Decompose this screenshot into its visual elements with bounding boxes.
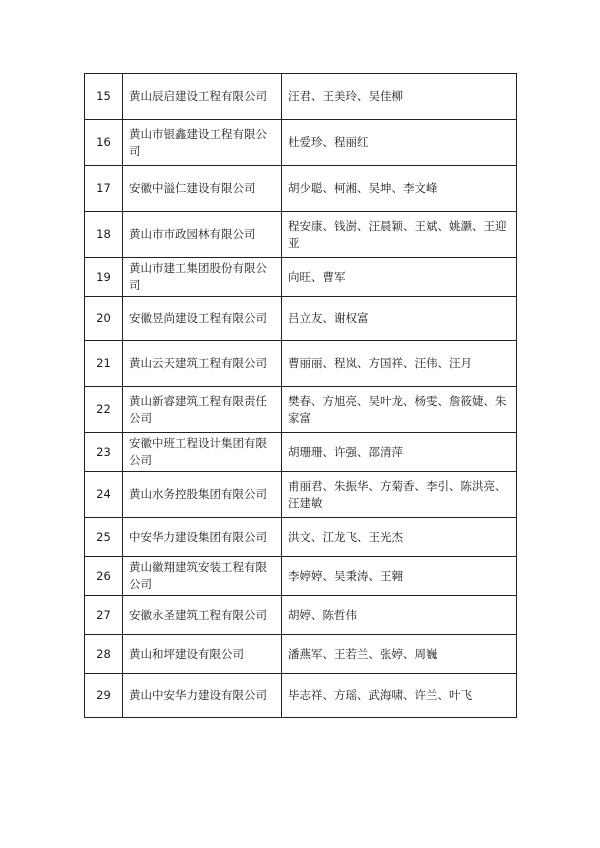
personnel-names: 甫丽君、朱振华、方菊香、李引、陈洪亮、汪建敏: [282, 472, 517, 518]
table-row: [85, 596, 517, 635]
row-number: 16: [85, 120, 123, 166]
row-number: 27: [85, 596, 123, 635]
table-row: [85, 472, 517, 518]
table-row: [85, 635, 517, 674]
table-row: [85, 297, 517, 341]
personnel-names: 吕立友、谢权富: [282, 297, 517, 341]
row-number: 28: [85, 635, 123, 674]
company-name: 黄山市建工集团股份有限公司: [123, 258, 282, 297]
table-row: [85, 166, 517, 212]
row-number: 19: [85, 258, 123, 297]
company-name: 黄山辰启建设工程有限公司: [123, 74, 282, 120]
company-name: 黄山徽翔建筑安装工程有限公司: [123, 557, 282, 596]
table-row: [85, 557, 517, 596]
personnel-names: 胡少聪、柯湘、吴坤、李文峰: [282, 166, 517, 212]
company-name: 安徽中溢仁建设有限公司: [123, 166, 282, 212]
company-name: 黄山市市政园林有限公司: [123, 212, 282, 258]
personnel-names: 李婷婷、吴秉涛、王翱: [282, 557, 517, 596]
table-row: [85, 120, 517, 166]
personnel-names: 向旺、曹军: [282, 258, 517, 297]
personnel-names: 胡珊珊、许强、邵清萍: [282, 433, 517, 472]
row-number: 29: [85, 674, 123, 718]
company-name: 安徽昱尚建设工程有限公司: [123, 297, 282, 341]
row-number: 17: [85, 166, 123, 212]
row-number: 18: [85, 212, 123, 258]
company-name: 黄山新睿建筑工程有限责任公司: [123, 387, 282, 433]
company-name: 黄山和坪建设有限公司: [123, 635, 282, 674]
company-name: 黄山水务控股集团有限公司: [123, 472, 282, 518]
table-row: [85, 258, 517, 297]
row-number: 22: [85, 387, 123, 433]
table-row: [85, 674, 517, 718]
company-name: 黄山云天建筑工程有限公司: [123, 341, 282, 387]
company-name: 安徽永圣建筑工程有限公司: [123, 596, 282, 635]
company-name: 黄山中安华力建设有限公司: [123, 674, 282, 718]
table-row: [85, 341, 517, 387]
table-row: [85, 433, 517, 472]
table-row: [85, 212, 517, 258]
row-number: 21: [85, 341, 123, 387]
row-number: 20: [85, 297, 123, 341]
personnel-names: 樊春、方旭亮、吴叶龙、杨雯、詹筱婕、朱家富: [282, 387, 517, 433]
personnel-names: 毕志祥、方瑶、武海啸、许兰、叶飞: [282, 674, 517, 718]
personnel-names: 曹丽丽、程岚、方国祥、汪伟、汪月: [282, 341, 517, 387]
table-row: [85, 387, 517, 433]
personnel-table: [84, 73, 517, 718]
company-name: 中安华力建设集团有限公司: [123, 518, 282, 557]
personnel-names: 汪君、王美玲、吴佳柳: [282, 74, 517, 120]
table-row: [85, 74, 517, 120]
company-name: 黄山市银鑫建设工程有限公司: [123, 120, 282, 166]
table-row: [85, 518, 517, 557]
row-number: 15: [85, 74, 123, 120]
company-name: 安徽中班工程设计集团有限公司: [123, 433, 282, 472]
personnel-names: 潘燕军、王若兰、张婷、周巍: [282, 635, 517, 674]
row-number: 25: [85, 518, 123, 557]
row-number: 26: [85, 557, 123, 596]
personnel-names: 杜爱珍、程丽红: [282, 120, 517, 166]
personnel-names: 胡婷、陈哲伟: [282, 596, 517, 635]
row-number: 23: [85, 433, 123, 472]
row-number: 24: [85, 472, 123, 518]
personnel-names: 程安康、钱澍、汪晨颖、王斌、姚灏、王迎亚: [282, 212, 517, 258]
personnel-names: 洪文、江龙飞、王光杰: [282, 518, 517, 557]
